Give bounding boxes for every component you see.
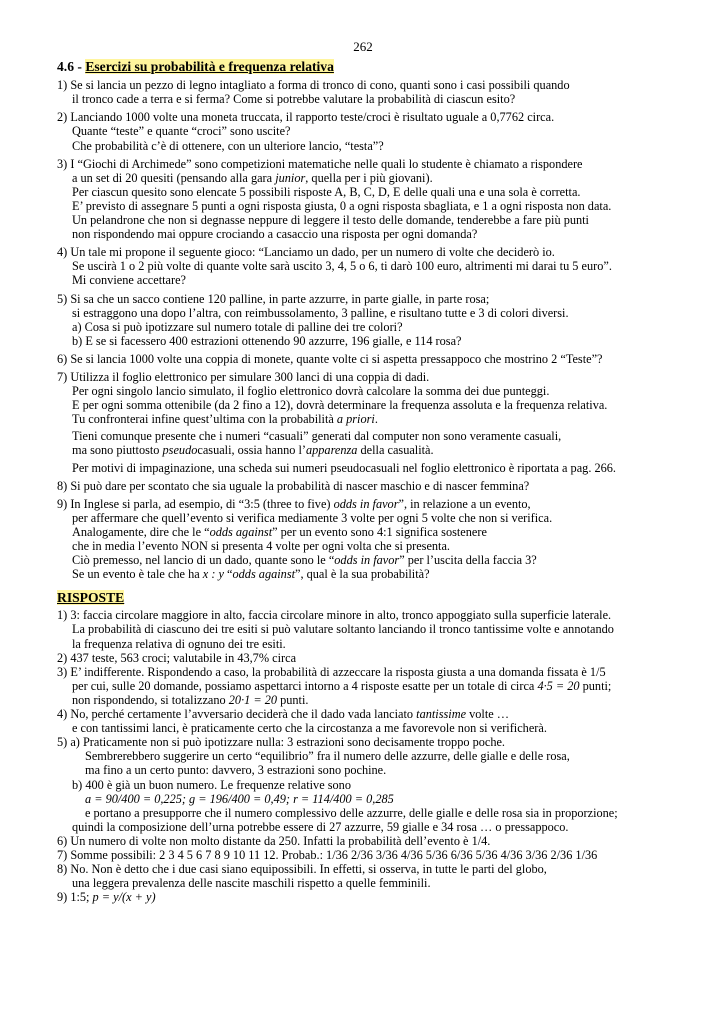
text-line: e con tantissimi lanci, è praticamente certo che la circostanza a me favorevole non si verificherà. <box>72 721 547 736</box>
text-line: 5) a) Praticamente non si può ipotizzare nulla: 3 estrazioni sono decisamente troppo poche. <box>57 735 506 750</box>
exercise-2 <box>57 110 669 152</box>
answer-3 <box>57 665 669 707</box>
text-line <box>57 412 669 426</box>
text-line <box>57 651 669 665</box>
text-span: Tu confronterai infine quest’ultima con la probabilità <box>72 412 337 427</box>
answer-6 <box>57 834 669 848</box>
text-span: Se un evento è tale che ha <box>72 567 203 582</box>
text-line <box>57 707 669 721</box>
math-expression: 20·1 = 20 <box>228 692 278 707</box>
text-line: 8) Si può dare per scontato che sia uguale la probabilità di nascer maschio e di nascer femmina? <box>57 478 530 493</box>
math-expression: a = 90/400 = 0,225; g = 196/400 = 0,49; r = 114/400 = 0,285 <box>85 791 394 806</box>
italic-term: a priori <box>336 412 375 427</box>
text-span: punti. <box>277 692 309 707</box>
math-expression: 4·5 = 20 <box>537 678 580 693</box>
math-expression: 43,7% <box>237 650 270 665</box>
text-line: 3) I “Giochi di Archimede” sono competizioni matematiche nelle quali lo studente è chiamato a rispondere <box>57 156 583 171</box>
italic-term: odds against <box>232 567 296 582</box>
text-line: una leggera prevalenza delle nascite maschili rispetto a quelle femminili. <box>72 876 431 891</box>
text-line: 7) Utilizza il foglio elettronico per simulare 300 lanci di una coppia di dadi. <box>57 369 430 384</box>
text-line: E’ previsto di assegnare 5 punti a ogni risposta giusta, 0 a ogni risposta sbagliata, e 1 a ogni risposta non data. <box>72 198 612 213</box>
answer-5 <box>57 735 669 834</box>
text-span: a un set di 20 quesiti (pensando alla gara <box>72 170 276 185</box>
text-span: ma sono piuttosto <box>72 443 163 458</box>
text-line: che in media l’evento NON si presenta 4 volte per ogni volta che si presenta. <box>72 539 451 553</box>
text-line: 2) Lanciando 1000 volte una moneta truccata, il rapporto teste/croci è risultato uguale a 0,7762 circa. <box>57 110 555 125</box>
text-line: 8) No. Non è detto che i due casi siano equipossibili. In effetti, si osserva, in tutte le parti del globo, <box>57 862 547 877</box>
text-span: 9) 1:5; <box>57 890 93 905</box>
formula-line <box>57 792 669 806</box>
section-heading <box>57 60 669 74</box>
answer-7 <box>57 848 669 862</box>
text-line: 6) Se si lancia 1000 volte una coppia di monete, quante volte ci si aspetta pressappoco che mostrino 2 “Teste”? <box>57 351 603 366</box>
italic-term: junior <box>275 170 306 185</box>
text-span: punti; <box>579 678 612 693</box>
text-span: 2) 437 teste, 563 croci; valutabile in <box>57 650 238 665</box>
text-line <box>57 890 669 904</box>
text-line: 1) Se si lancia un pezzo di legno intagliato a forma di tronco di cono, quanti sono i casi possibili quando <box>57 78 570 93</box>
text-line: Sembrerebbero suggerire un certo “equilibrio” fra il numero delle azzurre, delle gialle e delle rosa, <box>85 749 570 764</box>
text-span: non rispondendo, si totalizzano <box>72 692 229 707</box>
italic-term: apparenza <box>305 443 358 458</box>
answers-heading <box>57 591 669 605</box>
text-line <box>57 693 669 707</box>
document-page <box>57 40 669 904</box>
text-line: per affermare che quell’evento si verifica mediamente 3 volte per ogni 5 volte che non si verifica. <box>72 510 553 525</box>
text-line: il tronco cade a terra e si ferma? Come si potrebbe valutare la probabilità di ciascun esito? <box>72 92 516 107</box>
exercise-6 <box>57 352 669 366</box>
text-line: a) Cosa si può ipotizzare sul numero totale di palline dei tre colori? <box>72 319 403 334</box>
text-line <box>57 525 669 539</box>
text-line: 6) Un numero di volte non molto distante da 250. Infatti la probabilità dell’evento è 1/4. <box>57 833 491 848</box>
text-line: E per ogni somma ottenibile (da 2 fino a 12), dovrà determinare la frequenza assoluta e la frequenza relativa. <box>72 398 608 413</box>
text-line: la frequenza relativa di ognuno dei tre esiti. <box>72 636 286 651</box>
text-line: La probabilità di ciascuno dei tre esiti si può valutare soltanto lanciando il tronco tantissime volte e annotando <box>72 622 614 637</box>
text-line: Tieni comunque presente che i numeri “casuali” generati dal computer non sono veramente casuali, <box>72 429 562 444</box>
exercise-5 <box>57 292 669 348</box>
text-span: volte … <box>466 707 510 722</box>
text-span: , quella per i più giovani). <box>305 170 433 185</box>
italic-term: odds in favor <box>334 553 400 568</box>
text-line: Un pelandrone che non si degnasse neppure di leggere il testo delle domande, tenderebbe a fare più punti <box>72 213 589 228</box>
answer-2 <box>57 651 669 665</box>
text-line: 3) E’ indifferente. Rispondendo a caso, la probabilità di azzeccare la risposta giusta a una domanda fissata è 1/5 <box>57 664 606 679</box>
section-title: Esercizi su probabilità e frequenza relativa <box>85 59 334 75</box>
text-line: 7) Somme possibili: 2 3 4 5 6 7 8 9 10 11 12. Probab.: 1/36 2/36 3/36 4/36 5/36 6/36 5/36 4/36 3/36 2/36 1/36 <box>57 847 598 862</box>
section-number: 4.6 - <box>57 59 86 75</box>
text-span: 9) In Inglese si parla, ad esempio, di “3:5 (three to five) <box>57 496 334 511</box>
text-span: ”, qual è la sua probabilità? <box>295 567 430 582</box>
text-line: e portano a presupporre che il numero complessivo delle azzurre, delle gialle e delle rosa sia in proporzione; <box>85 805 618 820</box>
text-line: Quante “teste” e quante “croci” sono uscite? <box>72 124 291 139</box>
text-line: Se uscirà 1 o 2 più volte di quante volte sarà uscito 3, 4, 5 o 6, ti darò 100 euro, altrimenti mi darai tu 5 euro”. <box>72 259 612 274</box>
exercise-9 <box>57 497 669 582</box>
exercise-3 <box>57 157 669 242</box>
text-span: “ <box>223 567 233 582</box>
text-line <box>57 553 669 567</box>
answer-9 <box>57 890 669 904</box>
italic-term: odds in favor <box>333 496 399 511</box>
text-span: casuali, ossia hanno l’ <box>197 443 306 458</box>
text-line: Che probabilità c’è di ottenere, con un ulteriore lancio, “testa”? <box>72 138 384 153</box>
italic-term: tantissime <box>416 707 467 722</box>
text-line <box>57 497 669 511</box>
italic-term: pseudo <box>162 443 198 458</box>
text-line: Per ciascun quesito sono elencate 5 possibili risposte A, B, C, D, E delle quali una e una sola è corretta. <box>72 184 581 199</box>
answers-title: RISPOSTE <box>57 590 125 606</box>
italic-term: odds against <box>209 524 273 539</box>
text-span: ” per l’uscita della faccia 3? <box>399 553 537 568</box>
text-line: Mi conviene accettare? <box>72 273 187 288</box>
text-line: non rispondendo mai oppure crociando a casaccio una risposta per ogni domanda? <box>72 227 478 242</box>
text-span: ” per un evento sono 4:1 significa sostenere <box>272 524 487 539</box>
text-line <box>57 443 669 457</box>
text-line: ma fino a un certo punto: davvero, 3 estrazioni sono pochine. <box>85 763 387 778</box>
exercise-7 <box>57 370 669 475</box>
text-line: b) 400 è già un buon numero. Le frequenze relative sono <box>72 777 351 792</box>
text-line <box>57 567 669 581</box>
answer-1 <box>57 608 669 650</box>
text-span: Analogamente, dire che le “ <box>72 524 210 539</box>
text-line: 1) 3: faccia circolare maggiore in alto, faccia circolare minore in alto, tronco appoggiato sulla superficie laterale. <box>57 608 612 623</box>
exercise-8 <box>57 479 669 493</box>
text-span: Ciò premesso, nel lancio di un dado, quante sono le “ <box>72 553 335 568</box>
text-line: quindi la composizione dell’urna potrebbe essere di 27 azzurre, 59 gialle e 34 rosa … o pressappoco. <box>72 819 569 834</box>
text-line: si estraggono una dopo l’altra, con reimbussolamento, 3 palline, e risultano tutte e 3 di colori diversi. <box>72 305 569 320</box>
answer-8 <box>57 862 669 890</box>
math-expression: p = y/(x + y) <box>92 890 156 905</box>
page-number: 262 <box>353 39 373 54</box>
exercise-1 <box>57 78 669 106</box>
text-line: b) E se si facessero 400 estrazioni ottenendo 90 azzurre, 196 gialle, e 114 rosa? <box>72 333 462 348</box>
text-line <box>57 679 669 693</box>
text-line: 5) Si sa che un sacco contiene 120 palline, in parte azzurre, in parte gialle, in parte rosa; <box>57 291 490 306</box>
exercise-4 <box>57 245 669 287</box>
text-line <box>57 171 669 185</box>
text-span: per cui, sulle 20 domande, possiamo aspettarci intorno a 4 risposte esatte per un totale di circa <box>72 678 538 693</box>
text-line: 4) Un tale mi propone il seguente gioco: “Lanciamo un dado, per un numero di volte che deciderò io. <box>57 245 555 260</box>
text-span: . <box>374 412 378 427</box>
text-span: circa <box>269 650 297 665</box>
math-expression: x : y <box>202 567 224 582</box>
answer-4 <box>57 707 669 735</box>
text-line: Per motivi di impaginazione, una scheda sui numeri pseudocasuali nel foglio elettronico è riportata a pag. 266. <box>72 460 616 475</box>
text-span: 4) No, perché certamente l’avversario deciderà che il dado vada lanciato <box>57 707 417 722</box>
text-span: ”, in relazione a un evento, <box>398 496 531 511</box>
text-line: Per ogni singolo lancio simulato, il foglio elettronico dovrà calcolare la somma dei due punteggi. <box>72 384 550 399</box>
text-span: della casualità. <box>357 443 434 458</box>
